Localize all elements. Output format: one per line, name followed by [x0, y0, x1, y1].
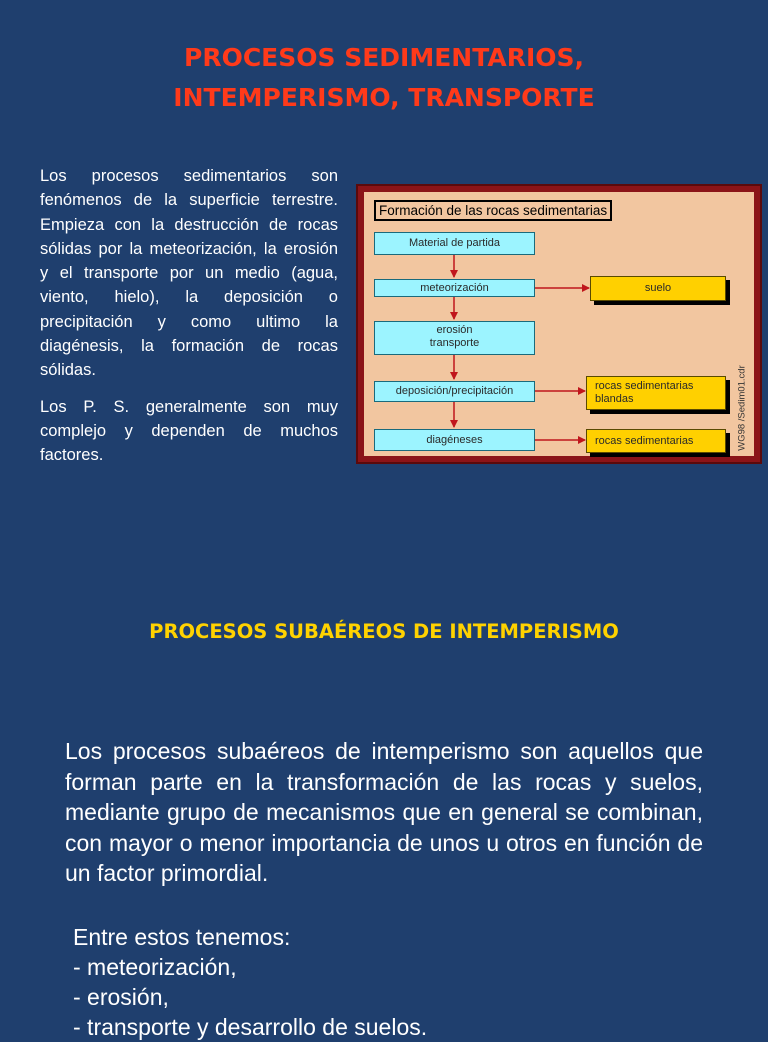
step-transporte-label: transporte	[429, 337, 480, 349]
diagram-title: Formación de las rocas sedimentarias	[374, 200, 612, 221]
diagram-watermark	[734, 348, 750, 468]
title-line-2: INTEMPERISMO, TRANSPORTE	[173, 83, 595, 112]
step-erosion-label: erosión	[436, 324, 473, 336]
process-list	[73, 922, 713, 1042]
intro-paragraph-2: Los P. S. generalmente son muy complejo y dependen de muchos factores.	[40, 397, 338, 465]
list-intro: Entre estos tenemos:	[73, 924, 291, 950]
page-title	[0, 38, 768, 118]
list-item: - transporte y desarrollo de suelos.	[73, 1014, 428, 1040]
output-rocas-blandas-line1: rocas sedimentarias	[595, 380, 694, 392]
step-diageneses: diagéneses	[374, 429, 535, 451]
body-paragraph: Los procesos subaéreos de intemperismo son aquellos que forman parte en la transformación de las rocas y suelos, mediante grupo de mecanismos que en general se combinan, con mayor o menor importancia de unos u otros en función de un factor primordial.	[65, 738, 703, 886]
intro-paragraph-1: Los procesos sedimentarios son fenómenos de la superficie terrestre. Empieza con la destrucción de rocas sólidas por la meteorización, la erosión y el transporte por un medio (agua, viento, hielo), la deposición o precipitación y como ultimo la diagénesis, la formación de rocas sólidas.	[40, 167, 338, 380]
step-erosion-transporte	[374, 321, 535, 355]
section-subtitle: PROCESOS SUBAÉREOS DE INTEMPERISMO	[149, 620, 619, 643]
sedimentary-rock-diagram	[356, 184, 762, 464]
step-meteorizacion: meteorización	[374, 279, 535, 297]
list-item: - erosión,	[73, 984, 169, 1010]
step-deposicion: deposición/precipitación	[374, 381, 535, 402]
intro-text	[40, 164, 338, 480]
list-item: - meteorización,	[73, 954, 237, 980]
step-material-de-partida: Material de partida	[374, 232, 535, 255]
output-rocas-sedimentarias: rocas sedimentarias	[586, 429, 726, 453]
diagram-panel	[364, 192, 754, 456]
title-line-1: PROCESOS SEDIMENTARIOS,	[184, 43, 584, 72]
watermark-text: WG98 /Sedim01.cdr	[736, 365, 748, 451]
output-suelo: suelo	[590, 276, 726, 301]
output-rocas-blandas-line2: blandas	[595, 393, 634, 405]
output-rocas-blandas	[586, 376, 726, 410]
